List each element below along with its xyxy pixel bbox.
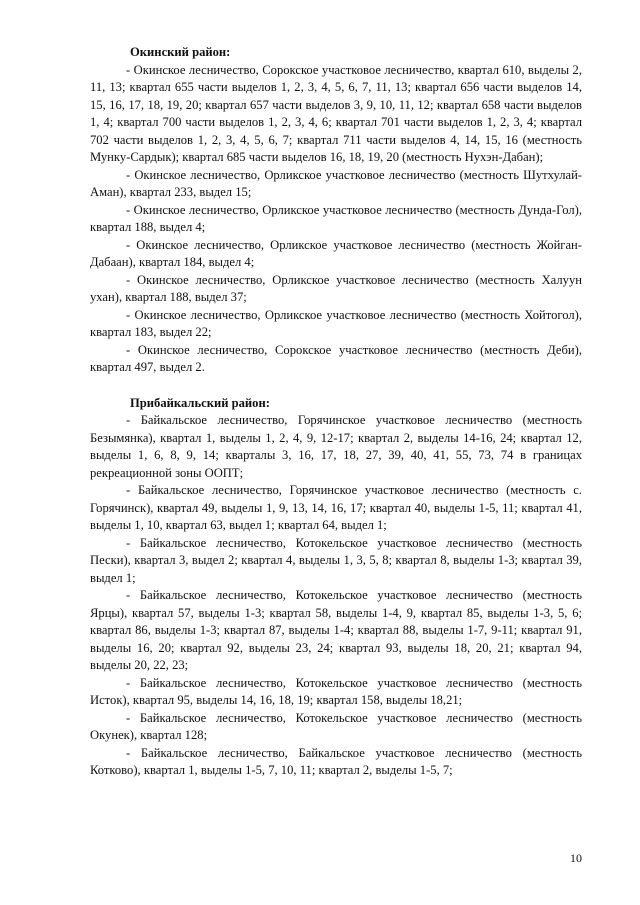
paragraph: - Окинское лесничество, Орликское участковое лесничество (местность Хойтогол), квартал 183, выдел 22;: [90, 307, 582, 339]
paragraph: - Байкальское лесничество, Котокельское участковое лесничество (местность Исток), квартал 95, выделы 14, 16, 18, 19; квартал 158, выделы 18,21;: [90, 675, 582, 707]
paragraph: - Окинское лесничество, Сорокское участковое лесничество, квартал 610, выделы 2, 11, 13; квартал 655 части выделов 1, 2, 3, 4, 5, 6, 7, 11, 13; квартал 656 части выделов 14, 15, 16, 17, 18, 19, 20; квартал 657 части выделов 3, 9, 10, 11, 12; квартал 658 части выделов 1, 4; квартал 700 части выделов 1, 2, 3, 4, 6; квартал 701 части выделов 1, 2, 3, 4; квартал 702 части выделов 1, 2, 3, 4, 5, 6, 7; квартал 711 части выделов 4, 14, 15, 16 (местность Мунку-Сардык); квартал 685 части выделов 16, 18, 19, 20 (местность Нухэн-Дабан);: [90, 62, 582, 164]
paragraph: - Окинское лесничество, Орликское участковое лесничество (местность Шутхулай-Аман), квартал 233, выдел 15;: [90, 167, 582, 199]
paragraph: - Окинское лесничество, Орликское участковое лесничество (местность Жойган-Дабаан), квартал 184, выдел 4;: [90, 237, 582, 269]
paragraph: - Байкальское лесничество, Котокельское участковое лесничество (местность Пески), квартал 3, выдел 2; квартал 4, выделы 1, 3, 5, 8; квартал 8, выделы 1-3; квартал 39, выдел 1;: [90, 535, 582, 585]
paragraph: - Байкальское лесничество, Котокельское участковое лесничество (местность Ярцы), квартал 57, выделы 1-3; квартал 58, выделы 1-4, 9, квартал 85, выделы 1-3, 5, 6; квартал 86, выделы 1-3; квартал 87, выделы 1-4; квартал 88, выделы 1-7, 9-11; квартал 91, выделы 16, 20; квартал 92, выделы 23, 24; квартал 93, выделы 18, 20, 21; квартал 94, выделы 20, 22, 23;: [90, 588, 582, 672]
paragraph: - Байкальское лесничество, Байкальское участковое лесничество (местность Котково), квартал 1, выделы 1-5, 7, 10, 11; квартал 2, выделы 1-5, 7;: [90, 745, 582, 777]
paragraph: - Байкальское лесничество, Котокельское участковое лесничество (местность Окунек), квартал 128;: [90, 710, 582, 742]
paragraph: - Окинское лесничество, Орликское участковое лесничество (местность Халуун ухан), квартал 188, выдел 37;: [90, 272, 582, 304]
page-number: 10: [570, 851, 582, 865]
paragraph: - Байкальское лесничество, Горячинское участковое лесничество (местность Безымянка), квартал 1, выделы 1, 2, 4, 9, 12-17; квартал 2, выделы 14-16, 24; квартал 12, выделы 1, 6, 8, 9, 14; кварталы 3, 16, 17, 18, 27, 39, 40, 41, 55, 73, 74 в границах рекреационной зоны ООПТ;: [90, 413, 582, 480]
paragraph: - Байкальское лесничество, Горячинское участковое лесничество (местность с. Горячинск), квартал 49, выделы 1, 9, 13, 14, 16, 17; квартал 40, выделы 1-5, 11; квартал 41, выделы 1, 10, квартал 63, выдел 1; квартал 64, выдел 1;: [90, 483, 582, 532]
section-heading: Прибайкальский район:: [130, 395, 270, 410]
paragraph: - Окинское лесничество, Сорокское участковое лесничество (местность Деби), квартал 497, выдел 2.: [90, 342, 582, 374]
document-page: [90, 44, 582, 780]
section-pribaikalsky: [90, 395, 582, 780]
section-heading: Окинский район:: [130, 45, 231, 59]
section-okinsky: [90, 44, 582, 377]
paragraph: - Окинское лесничество, Орликское участковое лесничество (местность Дунда-Гол), квартал 188, выдел 4;: [90, 202, 582, 234]
